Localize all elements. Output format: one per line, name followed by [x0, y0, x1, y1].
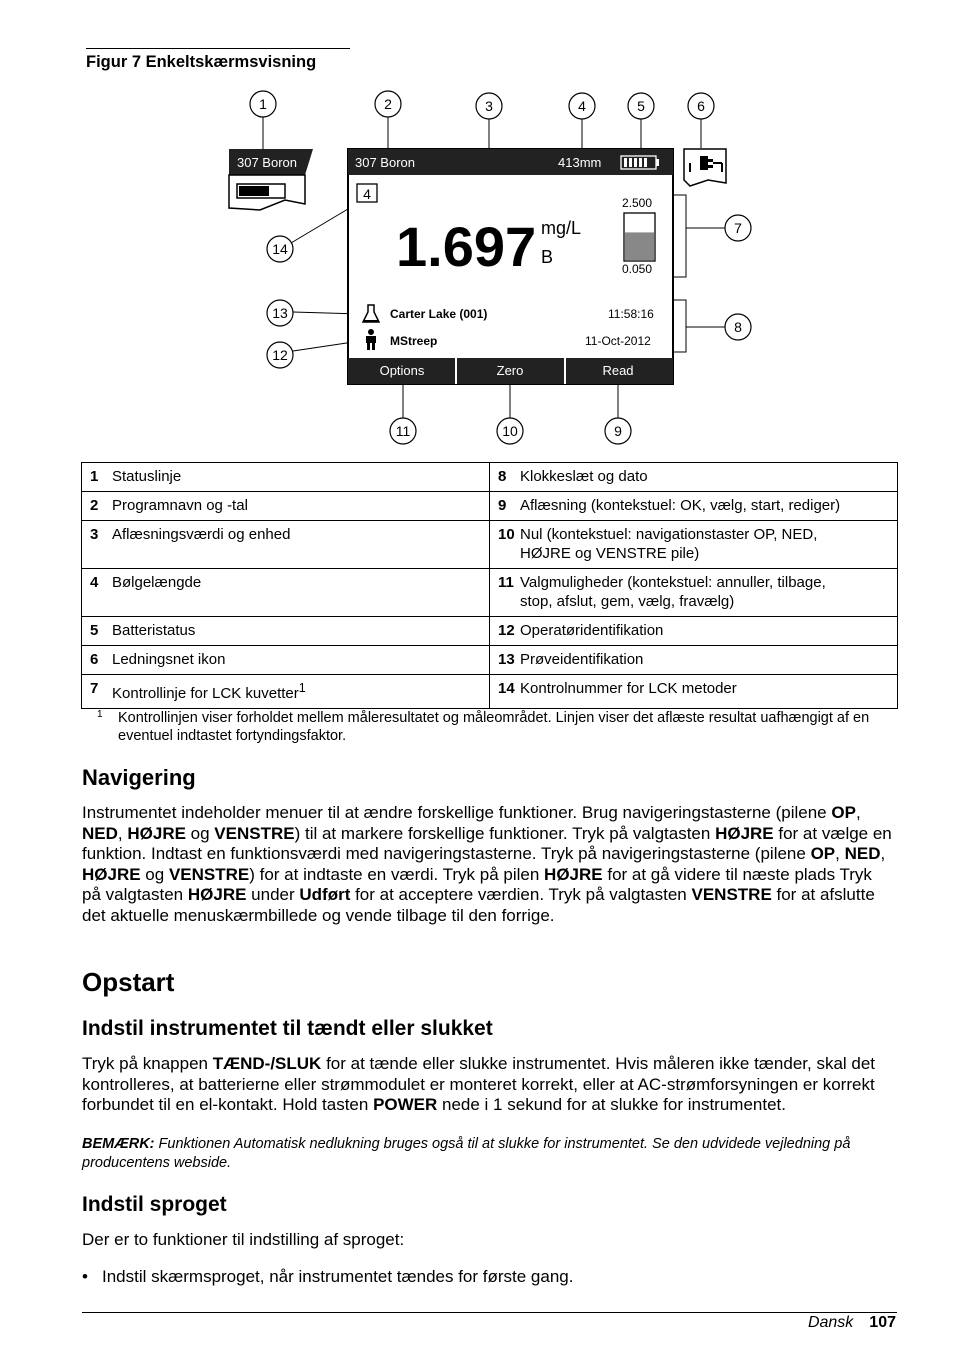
legend-row — [82, 569, 898, 617]
callout-11: 11 — [395, 423, 411, 439]
legend-num: 11 — [498, 574, 514, 591]
time: 11:58:16 — [608, 307, 654, 321]
legend-num: 10 — [498, 526, 515, 543]
legend-text: Kontrolnummer for LCK metoder — [520, 680, 737, 697]
footnote-mark: 1 — [97, 709, 103, 720]
legend-text: Aflæsning (kontekstuel: OK, vælg, start, rediger) — [520, 497, 841, 514]
footnote-ref: 1 — [298, 681, 306, 695]
heading-opstart: Opstart — [82, 967, 175, 997]
legend-text: Valgmuligheder (kontekstuel: annuller, tilbage, stop, afslut, gem, vælg, fravælg) — [520, 574, 826, 610]
legend-text: Bølgelængde — [112, 574, 202, 591]
legend-num: 5 — [90, 622, 99, 639]
callout-9: 9 — [614, 423, 622, 439]
note-text: Funktionen Automatisk nedlukning bruges også til at slukke for instrumentet. Se den udvidede vejledning på producentens webside. — [82, 1136, 851, 1171]
legend-row — [82, 492, 898, 521]
footer-language: Dansk — [807, 1314, 854, 1331]
legend-text: Operatøridentifikation — [520, 622, 664, 639]
navigering-paragraph: Instrumentet indeholder menuer til at ændre forskellige funktioner. Brug navigeringstasterne (pilene OP, NED, HØJRE og VENSTRE) til at markere forskellige funktioner. Tryk på valgtasten HØJRE for at vælge en funktion. Indtast en funktionsværdi med navigeringstasterne. Tryk på navigeringstasterne (pilene OP, NED, HØJRE og VENSTRE) for at indtaste en værdi. Tryk på pilen HØJRE for at gå videre til næste plads Tryk på valgtasten HØJRE under Udført for at acceptere værdien. Tryk på valgtasten VENSTRE for at afslutte det aktuelle menuskærmbillede og vende tilbage til den forrige. — [82, 803, 892, 925]
legend-num: 4 — [90, 574, 99, 591]
footnote-text: Kontrollinjen viser forholdet mellem måleresultatet og måleområdet. Linjen viser det aflæste resultat uafhængigt af en eventuel indtastet fortyndingsfaktor. — [118, 710, 870, 744]
heading-navigering: Navigering — [82, 765, 196, 790]
note-label: BEMÆRK: — [82, 1136, 155, 1152]
legend-table — [81, 462, 898, 709]
legend-row — [82, 463, 898, 492]
legend-text: Ledningsnet ikon — [112, 651, 226, 668]
callout-7: 7 — [734, 220, 742, 236]
softkey-zero: Zero — [496, 363, 524, 378]
range-max: 2.500 — [622, 196, 653, 210]
operator-id: MStreep — [390, 334, 438, 348]
callout-6: 6 — [697, 98, 705, 114]
bullet-item — [82, 1267, 894, 1288]
reading-parameter: B — [541, 247, 554, 267]
status-tab-label: 307 Boron — [237, 155, 297, 170]
callout-4: 4 — [578, 98, 586, 114]
reading-unit: mg/L — [541, 218, 582, 238]
callout-2: 2 — [384, 96, 392, 112]
power-cord-icon — [684, 149, 726, 186]
legend-num: 8 — [498, 468, 507, 485]
legend-num: 13 — [498, 651, 515, 668]
lck-control-number: 4 — [363, 186, 371, 202]
legend-num: 2 — [90, 497, 99, 514]
language-intro: Der er to funktioner til indstilling af sproget: — [82, 1230, 405, 1249]
legend-row — [82, 521, 898, 569]
range-min: 0.050 — [622, 262, 653, 276]
wavelength: 413mm — [558, 155, 602, 170]
callout-8: 8 — [734, 319, 742, 335]
display-figure — [200, 80, 800, 450]
legend-num: 14 — [498, 680, 515, 697]
legend-num: 7 — [90, 680, 99, 697]
legend-num: 12 — [498, 622, 515, 639]
footer — [808, 1314, 896, 1332]
legend-num: 9 — [498, 497, 507, 514]
legend-text: Batteristatus — [112, 622, 196, 639]
legend-row — [82, 646, 898, 675]
power-paragraph: Tryk på knappen TÆND-/SLUK for at tænde eller slukke instrumentet. Hvis måleren ikke tænder, skal det kontrolleres, at batterierne eller strømmodulet er monteret korrekt, eller at AC-strømforsyningen er korrekt forbundet til en el-kontakt. Hold tasten POWER nede i 1 sekund for at slukke for instrumentet. — [82, 1054, 876, 1115]
note — [82, 1135, 894, 1172]
callout-3: 3 — [485, 98, 493, 114]
bullet-text: Indstil skærmsproget, når instrumentet tændes for første gang. — [102, 1267, 574, 1286]
callout-1: 1 — [259, 96, 267, 112]
callout-12: 12 — [272, 347, 288, 363]
callout-10: 10 — [502, 423, 518, 439]
program-name: 307 Boron — [355, 155, 415, 170]
legend-text: Programnavn og -tal — [112, 497, 248, 514]
heading-language: Indstil sproget — [82, 1193, 227, 1216]
legend-text: Statuslinje — [112, 468, 182, 485]
legend-num: 3 — [90, 526, 99, 543]
control-line-fill — [625, 232, 654, 260]
reading-value: 1.697 — [396, 215, 537, 278]
callout-5: 5 — [637, 98, 645, 114]
callout-13: 13 — [272, 305, 288, 321]
legend-text: Kontrollinje for LCK kuvetter — [112, 685, 299, 702]
softkey-options: Options — [379, 363, 425, 378]
figure-caption: Figur 7 Enkeltskærmsvisning — [86, 48, 350, 72]
legend-row — [82, 617, 898, 646]
legend-num: 1 — [90, 468, 99, 485]
sample-id: Carter Lake (001) — [390, 307, 488, 321]
legend-text: Klokkeslæt og dato — [520, 468, 648, 485]
bullet-mark: • — [82, 1267, 88, 1286]
legend-text: Prøveidentifikation — [520, 651, 644, 668]
heading-power-on-off: Indstil instrumentet til tændt eller slukket — [82, 1017, 493, 1040]
softkey-read: Read — [602, 363, 634, 378]
legend-text: Aflæsningsværdi og enhed — [112, 526, 291, 543]
callout-14: 14 — [272, 241, 288, 257]
date: 11-Oct-2012 — [585, 334, 651, 348]
legend-text: Nul (kontekstuel: navigationstaster OP, NED, HØJRE og VENSTRE pile) — [520, 526, 818, 562]
footer-rule — [82, 1312, 897, 1313]
legend-num: 6 — [90, 651, 99, 668]
legend-row — [82, 675, 898, 709]
page-number: 107 — [869, 1314, 896, 1331]
